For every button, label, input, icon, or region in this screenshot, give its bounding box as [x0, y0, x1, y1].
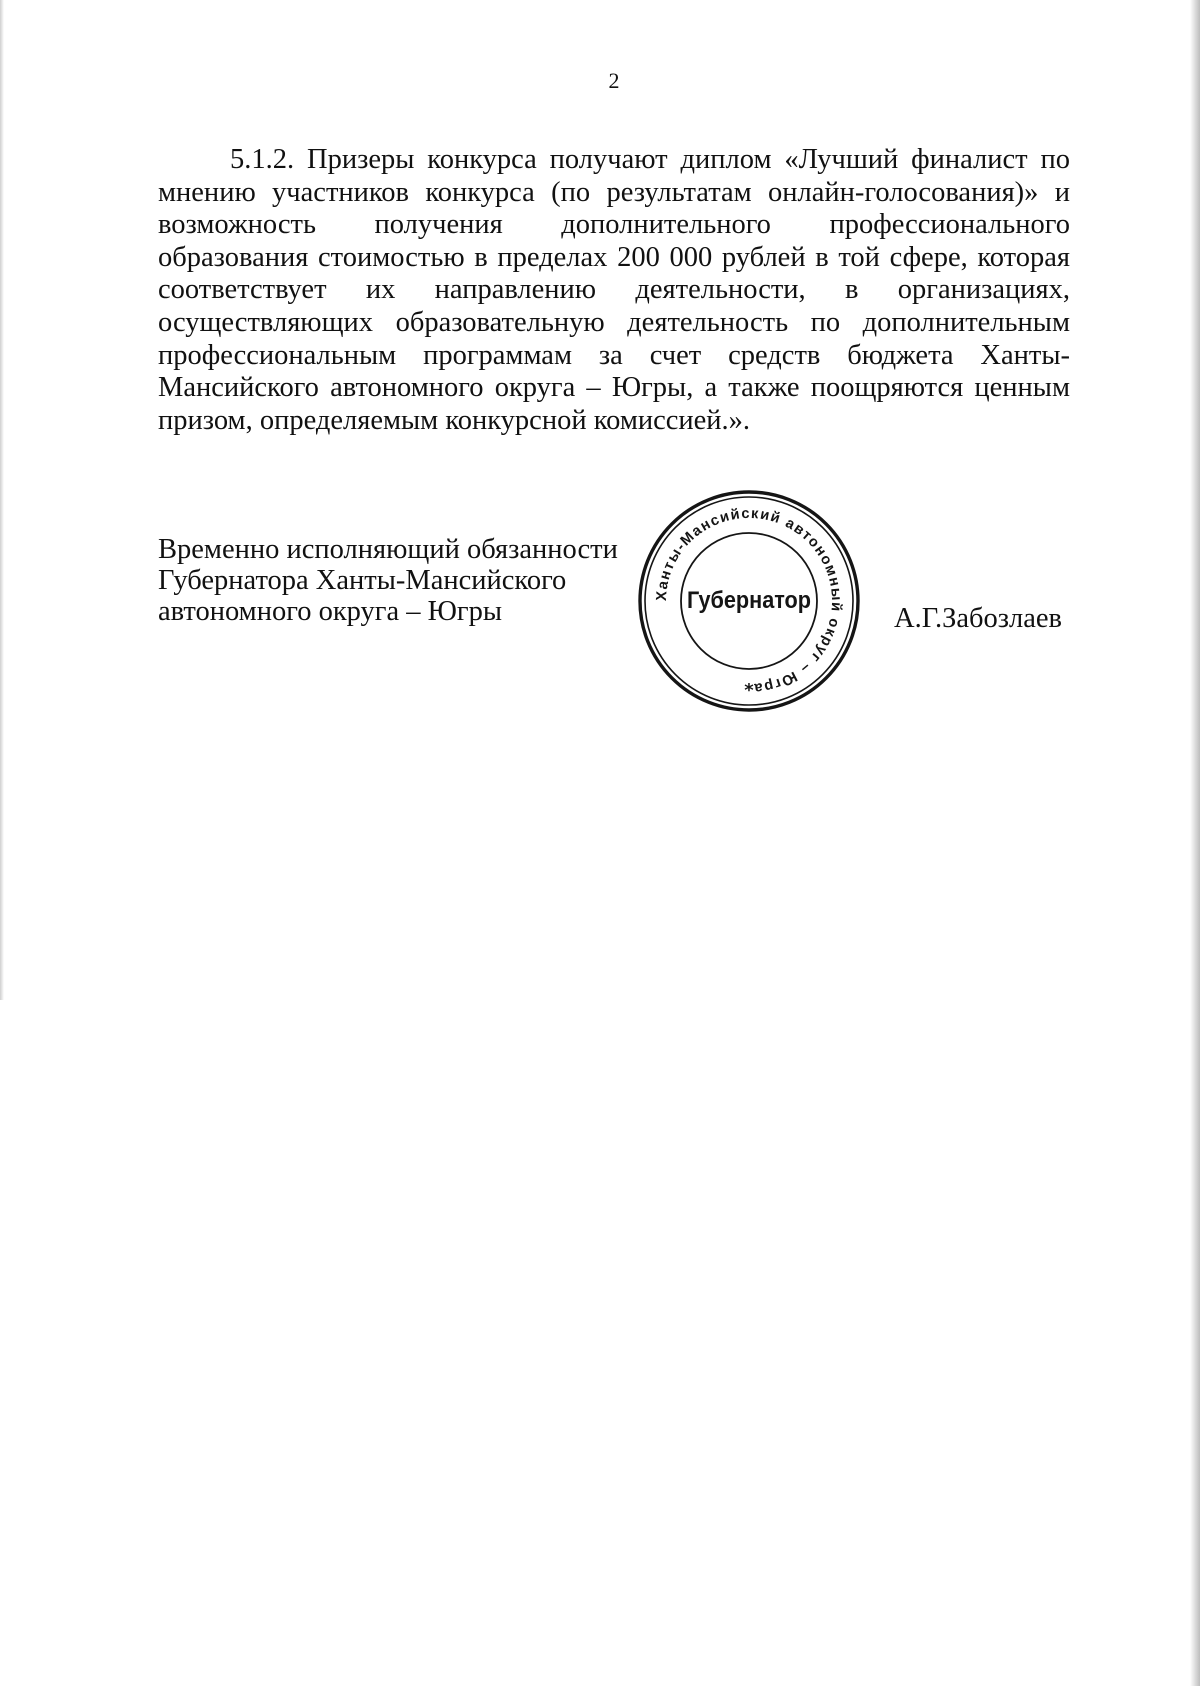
seal-ring-text: Ханты-Мансийский автономный округ – Югра — [653, 505, 845, 696]
page-number: 2 — [608, 68, 620, 93]
signer-title-line-2: Губернатора Ханты-Мансийского — [158, 565, 567, 596]
signer-title-line-1: Временно исполняющий обязанности — [158, 534, 618, 565]
signer-title-line-3: автономного округа – Югры — [158, 596, 503, 627]
paragraph-5-1-2: 5.1.2. Призеры конкурса получают диплом «Лучший финалист по мнению участников конкурса (по результатам онлайн-голосования)» и возможность получения дополнительного профессионального образования стоимостью в пределах 200 000 рублей в той сфере, которая соответствует их направлению деятельности, в организациях, осуществляющих образовательную деятельность по дополнительным профессиональным программам за счет средств бюджета Ханты-Мансийского автономного округа – Югры, а также поощряются ценным призом, определяемым конкурсной комиссией.». — [158, 144, 1070, 436]
scan-edge-left — [0, 0, 4, 1000]
signer-title — [158, 534, 638, 627]
signer-name: А.Г.Забозлаев — [894, 603, 1063, 634]
official-seal — [636, 488, 862, 714]
scan-edge-right — [1190, 0, 1200, 1686]
seal-star-icon: * — [744, 680, 754, 701]
seal-center-text: Губернатор — [687, 587, 811, 614]
